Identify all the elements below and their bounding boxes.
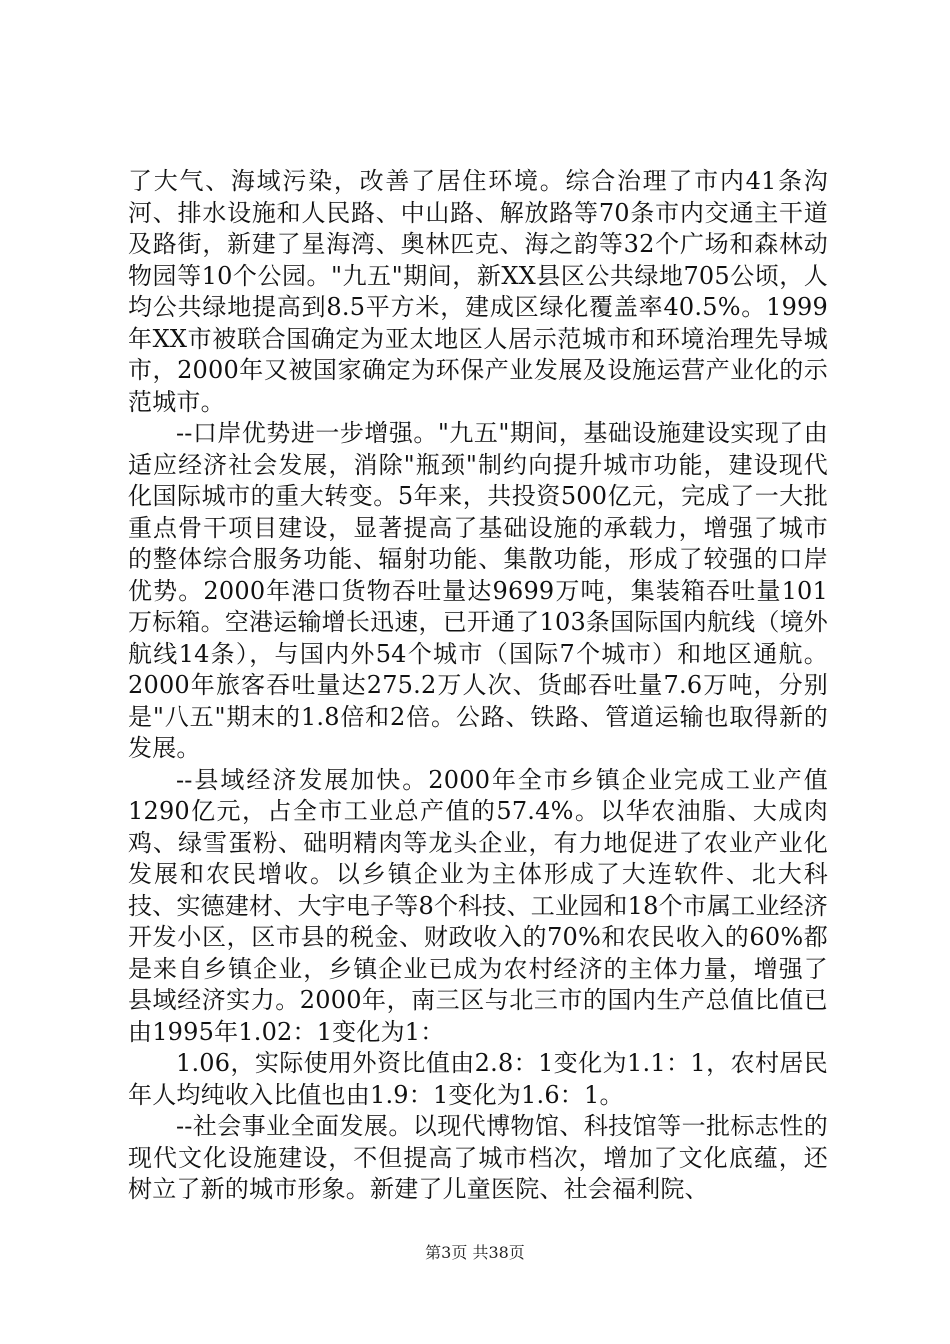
paragraph-environment: 了大气、海域污染，改善了居住环境。综合治理了市内41条沟河、排水设施和人民路、中山路、解放路等70条市内交通主干道及路街，新建了星海湾、奥林匹克、海之韵等32个广场和森林动物园等10个公园。"九五"期间，新XX县区公共绿地705公顷，人均公共绿地提高到8.5平方米，建成区绿化覆盖率40.5%。1999年XX市被联合国确定为亚太地区人居示范城市和环境治理先导城市，2000年又被国家确定为环保产业发展及设施运营产业化的示范城市。 <box>128 167 828 416</box>
paragraph-social-development: --社会事业全面发展。以现代博物馆、科技馆等一批标志性的现代文化设施建设，不但提高了城市档次，增加了文化底蕴，还树立了新的城市形象。新建了儿童医院、社会福利院、 <box>128 1112 828 1203</box>
paragraph-ratio-continuation: 1.06，实际使用外资比值由2.8：1变化为1.1：1，农村居民年人均纯收入比值也由1.9：1变化为1.6：1。 <box>128 1049 828 1109</box>
paragraph-county-economy: --县域经济发展加快。2000年全市乡镇企业完成工业产值1290亿元，占全市工业总产值的57.4%。以华农油脂、大成肉鸡、绿雪蛋粉、础明精肉等龙头企业，有力地促进了农业产业化发展和农民增收。以乡镇企业为主体形成了大连软件、北大科技、实德建材、大宇电子等8个科技、工业园和18个市属工业经济开发小区，区市县的税金、财政收入的70%和农民收入的60%都是来自乡镇企业，乡镇企业已成为农村经济的主体力量，增强了县域经济实力。2000年，南三区与北三市的国内生产总值比值已由1995年1.02：1变化为1： <box>128 765 828 1046</box>
page-number-footer: 第3页 共38页 <box>425 1243 525 1262</box>
document-body <box>128 166 828 1206</box>
paragraph-port-advantage: --口岸优势进一步增强。"九五"期间，基础设施建设实现了由适应经济社会发展，消除"瓶颈"制约向提升城市功能，建设现代化国际城市的重大转变。5年来，共投资500亿元，完成了一大批重点骨干项目建设，显著提高了基础设施的承载力，增强了城市的整体综合服务功能、辐射功能、集散功能，形成了较强的口岸优势。2000年港口货物吞吐量达9699万吨，集装箱吞吐量101万标箱。空港运输增长迅速，已开通了103条国际国内航线（境外航线14条），与国内外54个城市（国际7个城市）和地区通航。2000年旅客吞吐量达275.2万人次、货邮吞吐量7.6万吨，分别是"八五"期末的1.8倍和2倍。公路、铁路、管道运输也取得新的发展。 <box>128 419 828 762</box>
